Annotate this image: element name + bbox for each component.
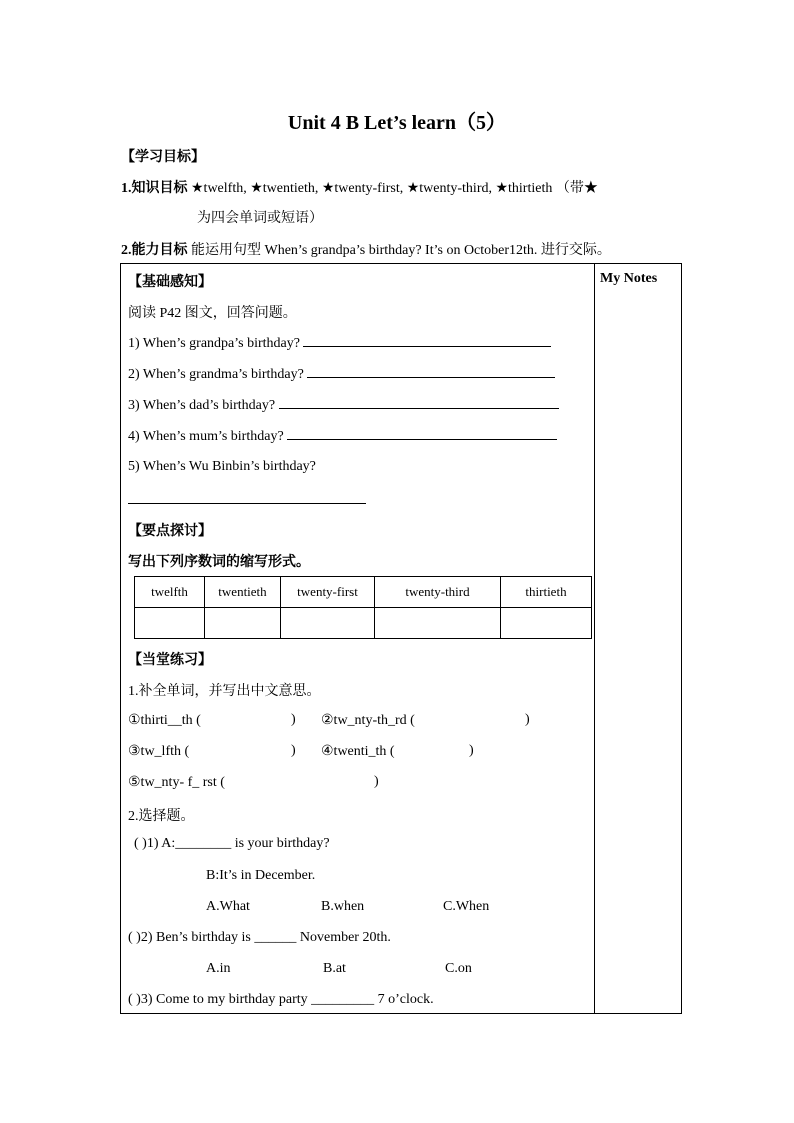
word-1: ①thirti__th (: [128, 713, 201, 728]
word-1-close: ): [291, 712, 296, 727]
word-4: ④twenti_th (: [321, 744, 395, 759]
choice-q1-a: A.What: [206, 899, 250, 914]
choice-q1-reply: B:It’s in December.: [206, 868, 316, 883]
answer-line-2[interactable]: [307, 365, 555, 378]
choice-q3: ( )3) Come to my birthday party _________ 7 o’clock.: [128, 992, 434, 1007]
word-5: ⑤tw_nty- f_ rst (: [128, 775, 225, 790]
goal-2: [121, 239, 611, 259]
word-3: ③tw_lfth (: [128, 744, 190, 759]
col-twentieth: twentieth: [205, 577, 281, 608]
choice-q1: ( )1) A:________ is your birthday?: [134, 836, 330, 851]
goal-2-label: 2.能力目标: [121, 243, 188, 258]
goal-1-label: 1.知识目标: [121, 181, 188, 196]
col-twenty-third: twenty-third: [375, 577, 501, 608]
question-1-text: 1) When’s grandpa’s birthday?: [128, 336, 300, 351]
choice-q1-b: B.when: [321, 899, 365, 914]
practice-heading: 【当堂练习】: [128, 653, 212, 668]
answer-line-1[interactable]: [303, 334, 551, 347]
choice-q2-c: C.on: [445, 961, 472, 976]
abbreviation-table: [134, 576, 592, 639]
word-4-close: ): [469, 743, 474, 758]
goal-1-items: ★twelfth, ★twentieth, ★twenty-first, ★twenty-third, ★thirtieth （带★: [191, 181, 598, 196]
basic-heading: 【基础感知】: [128, 275, 212, 290]
question-5: 5) When’s Wu Binbin’s birthday?: [128, 459, 316, 474]
word-3-close: ): [291, 743, 296, 758]
practice-task-1: 1.补全单词，并写出中文意思。: [128, 684, 321, 699]
word-2: ②tw_nty-th_rd (: [321, 713, 415, 728]
col-twenty-first: twenty-first: [281, 577, 375, 608]
goal-1-note: 为四会单词或短语）: [197, 211, 323, 226]
goal-1: [121, 177, 598, 197]
answer-cell-twelfth[interactable]: [135, 608, 205, 639]
goal-2-text: 能运用句型 When’s grandpa’s birthday? It’s on October12th. 进行交际。: [191, 243, 611, 258]
key-heading: 【要点探讨】: [128, 524, 212, 539]
answer-line-5[interactable]: [128, 490, 366, 504]
table-answer-row: [135, 608, 592, 639]
key-instruction: 写出下列序数词的缩写形式。: [128, 555, 310, 570]
choice-q2: ( )2) Ben’s birthday is ______ November 20th.: [128, 930, 391, 945]
my-notes-heading: My Notes: [600, 271, 658, 286]
word-2-close: ): [525, 712, 530, 727]
answer-cell-twentieth[interactable]: [205, 608, 281, 639]
table-header-row: [135, 577, 592, 608]
answer-line-3[interactable]: [279, 396, 559, 409]
question-3-text: 3) When’s dad’s birthday?: [128, 398, 276, 413]
page-title: Unit 4 B Let’s learn（5）: [287, 112, 507, 134]
question-4: [128, 427, 557, 445]
choice-q1-c: C.When: [443, 899, 490, 914]
word-5-close: ): [374, 774, 379, 789]
question-1: [128, 334, 551, 352]
answer-cell-twenty-third[interactable]: [375, 608, 501, 639]
goals-heading: 【学习目标】: [121, 150, 205, 165]
col-twelfth: twelfth: [135, 577, 205, 608]
question-2: [128, 365, 555, 383]
col-thirtieth: thirtieth: [501, 577, 592, 608]
question-2-text: 2) When’s grandma’s birthday?: [128, 367, 304, 382]
answer-cell-twenty-first[interactable]: [281, 608, 375, 639]
practice-task-2: 2.选择题。: [128, 809, 195, 824]
choice-q2-b: B.at: [323, 961, 346, 976]
answer-line-4[interactable]: [287, 427, 557, 440]
question-3: [128, 396, 559, 414]
answer-cell-thirtieth[interactable]: [501, 608, 592, 639]
notes-divider: [594, 263, 595, 1014]
question-4-text: 4) When’s mum’s birthday?: [128, 429, 284, 444]
basic-instruction: 阅读 P42 图文，回答问题。: [128, 306, 297, 321]
choice-q2-a: A.in: [206, 961, 231, 976]
